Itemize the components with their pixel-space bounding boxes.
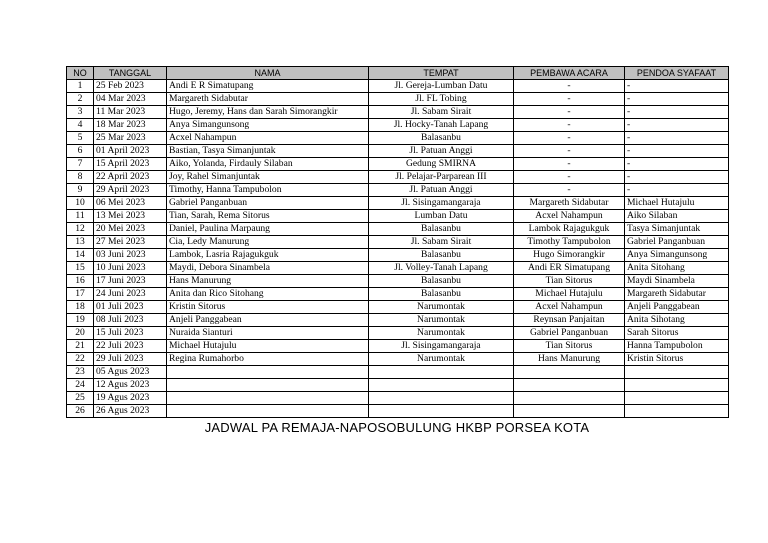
cell-no: 7 [67, 158, 94, 171]
table-row [67, 392, 729, 405]
cell-tanggal: 22 April 2023 [94, 171, 167, 184]
cell-no: 12 [67, 223, 94, 236]
cell-nama: Michael Hutajulu [167, 340, 369, 353]
header-pendoa-syafaat: PENDOA SYAFAAT [625, 67, 729, 80]
cell-pendoa-syafaat [625, 405, 729, 418]
cell-tanggal: 11 Mar 2023 [94, 106, 167, 119]
cell-pendoa-syafaat: - [625, 184, 729, 197]
cell-tempat: Jl. Gereja-Lumban Datu [369, 80, 514, 93]
table-row [67, 366, 729, 379]
cell-pembawa-acara [514, 366, 625, 379]
table-row [67, 197, 729, 210]
cell-pembawa-acara: Tian Sitorus [514, 275, 625, 288]
table-row [67, 262, 729, 275]
cell-pembawa-acara: Hans Manurung [514, 353, 625, 366]
cell-no: 15 [67, 262, 94, 275]
cell-pembawa-acara: - [514, 106, 625, 119]
cell-no: 10 [67, 197, 94, 210]
cell-no: 14 [67, 249, 94, 262]
cell-tanggal: 26 Agus 2023 [94, 405, 167, 418]
cell-pendoa-syafaat [625, 366, 729, 379]
table-row [67, 405, 729, 418]
cell-pembawa-acara: Acxel Nahampun [514, 210, 625, 223]
cell-pendoa-syafaat: Anya Simangunsong [625, 249, 729, 262]
cell-tanggal: 06 Mei 2023 [94, 197, 167, 210]
cell-pembawa-acara: Hugo Simorangkir [514, 249, 625, 262]
cell-pembawa-acara: - [514, 93, 625, 106]
cell-no: 21 [67, 340, 94, 353]
cell-tanggal: 18 Mar 2023 [94, 119, 167, 132]
cell-nama [167, 379, 369, 392]
cell-tempat: Lumban Datu [369, 210, 514, 223]
cell-tempat [369, 392, 514, 405]
cell-no: 9 [67, 184, 94, 197]
cell-no: 5 [67, 132, 94, 145]
cell-tanggal: 17 Juni 2023 [94, 275, 167, 288]
cell-pendoa-syafaat: - [625, 106, 729, 119]
cell-tanggal: 15 April 2023 [94, 158, 167, 171]
table-row [67, 379, 729, 392]
cell-no: 2 [67, 93, 94, 106]
cell-tempat [369, 366, 514, 379]
cell-tempat: Jl. Sabam Sirait [369, 106, 514, 119]
cell-pembawa-acara: - [514, 184, 625, 197]
cell-tempat: Balasanbu [369, 249, 514, 262]
cell-nama: Joy, Rahel Simanjuntak [167, 171, 369, 184]
cell-pembawa-acara [514, 379, 625, 392]
cell-nama: Regina Rumahorbo [167, 353, 369, 366]
cell-pembawa-acara: - [514, 80, 625, 93]
cell-pendoa-syafaat: Aiko Silaban [625, 210, 729, 223]
cell-nama: Aiko, Yolanda, Firdauly Silaban [167, 158, 369, 171]
header-pembawa-acara: PEMBAWA ACARA [514, 67, 625, 80]
cell-no: 18 [67, 301, 94, 314]
cell-tanggal: 25 Feb 2023 [94, 80, 167, 93]
cell-tempat [369, 405, 514, 418]
schedule-table [66, 66, 729, 418]
cell-pendoa-syafaat: Kristin Sitorus [625, 353, 729, 366]
cell-no: 23 [67, 366, 94, 379]
header-tempat: TEMPAT [369, 67, 514, 80]
cell-nama: Lambok, Lasria Rajagukguk [167, 249, 369, 262]
table-row [67, 210, 729, 223]
cell-tanggal: 04 Mar 2023 [94, 93, 167, 106]
cell-nama: Anita dan Rico Sitohang [167, 288, 369, 301]
cell-pendoa-syafaat: Gabriel Panganbuan [625, 236, 729, 249]
cell-tanggal: 19 Agus 2023 [94, 392, 167, 405]
cell-nama: Nuraida Sianturi [167, 327, 369, 340]
cell-pembawa-acara: Timothy Tampubolon [514, 236, 625, 249]
cell-tempat: Jl. Sisingamangaraja [369, 340, 514, 353]
cell-pembawa-acara: - [514, 158, 625, 171]
cell-pendoa-syafaat [625, 392, 729, 405]
cell-no: 22 [67, 353, 94, 366]
cell-tempat: Balasanbu [369, 288, 514, 301]
cell-nama: Gabriel Panganbuan [167, 197, 369, 210]
table-row [67, 132, 729, 145]
table-row [67, 158, 729, 171]
cell-tanggal: 03 Juni 2023 [94, 249, 167, 262]
cell-pembawa-acara: Lambok Rajagukguk [514, 223, 625, 236]
cell-pembawa-acara: - [514, 132, 625, 145]
cell-pembawa-acara: Reynsan Panjaitan [514, 314, 625, 327]
cell-tempat: Gedung SMIRNA [369, 158, 514, 171]
table-row [67, 184, 729, 197]
cell-no: 11 [67, 210, 94, 223]
cell-tanggal: 24 Juni 2023 [94, 288, 167, 301]
cell-nama: Andi E R Simatupang [167, 80, 369, 93]
cell-pendoa-syafaat: - [625, 145, 729, 158]
cell-nama: Bastian, Tasya Simanjuntak [167, 145, 369, 158]
cell-tanggal: 01 Juli 2023 [94, 301, 167, 314]
cell-nama: Anjeli Panggabean [167, 314, 369, 327]
cell-tempat: Narumontak [369, 301, 514, 314]
cell-tempat: Narumontak [369, 353, 514, 366]
table-row [67, 106, 729, 119]
cell-no: 20 [67, 327, 94, 340]
cell-nama: Maydi, Debora Sinambela [167, 262, 369, 275]
cell-tempat: Balasanbu [369, 275, 514, 288]
cell-tanggal: 27 Mei 2023 [94, 236, 167, 249]
cell-no: 26 [67, 405, 94, 418]
table-row [67, 275, 729, 288]
cell-tanggal: 25 Mar 2023 [94, 132, 167, 145]
cell-tanggal: 12 Agus 2023 [94, 379, 167, 392]
cell-tempat: Jl. Patuan Anggi [369, 145, 514, 158]
cell-nama: Timothy, Hanna Tampubolon [167, 184, 369, 197]
cell-nama [167, 405, 369, 418]
table-row [67, 93, 729, 106]
header-tanggal: TANGGAL [94, 67, 167, 80]
cell-nama: Kristin Sitorus [167, 301, 369, 314]
cell-pendoa-syafaat: Hanna Tampubolon [625, 340, 729, 353]
cell-tanggal: 10 Juni 2023 [94, 262, 167, 275]
cell-tanggal: 01 April 2023 [94, 145, 167, 158]
cell-tempat: Balasanbu [369, 223, 514, 236]
cell-tempat: Jl. Sabam Sirait [369, 236, 514, 249]
cell-no: 1 [67, 80, 94, 93]
cell-pembawa-acara: Margareth Sidabutar [514, 197, 625, 210]
cell-tanggal: 22 Juli 2023 [94, 340, 167, 353]
cell-pembawa-acara: Gabriel Panganbuan [514, 327, 625, 340]
cell-nama: Daniel, Paulina Marpaung [167, 223, 369, 236]
cell-nama: Margareth Sidabutar [167, 93, 369, 106]
table-row [67, 171, 729, 184]
cell-no: 6 [67, 145, 94, 158]
table-row [67, 236, 729, 249]
cell-nama [167, 366, 369, 379]
cell-tempat: Jl. FL Tobing [369, 93, 514, 106]
cell-nama: Acxel Nahampun [167, 132, 369, 145]
cell-pendoa-syafaat: - [625, 93, 729, 106]
cell-tempat [369, 379, 514, 392]
cell-pembawa-acara: Andi ER Simatupang [514, 262, 625, 275]
cell-nama: Cia, Ledy Manurung [167, 236, 369, 249]
cell-no: 8 [67, 171, 94, 184]
cell-pembawa-acara: Tian Sitorus [514, 340, 625, 353]
table-row [67, 223, 729, 236]
page-title: JADWAL PA REMAJA-NAPOSOBULUNG HKBP PORSEA KOTA [204, 420, 590, 435]
cell-pendoa-syafaat: Anjeli Panggabean [625, 301, 729, 314]
cell-pendoa-syafaat: Tasya Simanjuntak [625, 223, 729, 236]
cell-pendoa-syafaat: Michael Hutajulu [625, 197, 729, 210]
cell-nama [167, 392, 369, 405]
cell-pembawa-acara: Acxel Nahampun [514, 301, 625, 314]
cell-tempat: Jl. Hocky-Tanah Lapang [369, 119, 514, 132]
cell-pendoa-syafaat: Anita Sitohang [625, 262, 729, 275]
cell-pembawa-acara: - [514, 145, 625, 158]
cell-no: 25 [67, 392, 94, 405]
cell-nama: Hugo, Jeremy, Hans dan Sarah Simorangkir [167, 106, 369, 119]
cell-tempat: Narumontak [369, 327, 514, 340]
cell-pendoa-syafaat: - [625, 158, 729, 171]
table-row [67, 288, 729, 301]
cell-tempat: Narumontak [369, 314, 514, 327]
cell-no: 17 [67, 288, 94, 301]
cell-tempat: Jl. Sisingamangaraja [369, 197, 514, 210]
cell-pendoa-syafaat: - [625, 132, 729, 145]
table-row [67, 301, 729, 314]
cell-tanggal: 20 Mei 2023 [94, 223, 167, 236]
cell-tanggal: 05 Agus 2023 [94, 366, 167, 379]
table-row [67, 119, 729, 132]
cell-pendoa-syafaat [625, 379, 729, 392]
cell-pendoa-syafaat: Anita Sihotang [625, 314, 729, 327]
cell-nama: Tian, Sarah, Rema Sitorus [167, 210, 369, 223]
cell-tempat: Jl. Patuan Anggi [369, 184, 514, 197]
cell-pembawa-acara: Michael Hutajulu [514, 288, 625, 301]
table-row [67, 314, 729, 327]
cell-no: 3 [67, 106, 94, 119]
cell-tempat: Jl. Volley-Tanah Lapang [369, 262, 514, 275]
cell-tanggal: 08 Juli 2023 [94, 314, 167, 327]
header-no: NO [67, 67, 94, 80]
cell-no: 19 [67, 314, 94, 327]
cell-pendoa-syafaat: Sarah Sitorus [625, 327, 729, 340]
cell-no: 16 [67, 275, 94, 288]
table-row [67, 145, 729, 158]
cell-pendoa-syafaat: Margareth Sidabutar [625, 288, 729, 301]
cell-tanggal: 29 Juli 2023 [94, 353, 167, 366]
header-nama: NAMA [167, 67, 369, 80]
header-row [67, 67, 729, 80]
cell-nama: Anya Simangunsong [167, 119, 369, 132]
cell-nama: Hans Manurung [167, 275, 369, 288]
cell-pembawa-acara [514, 405, 625, 418]
table-row [67, 80, 729, 93]
cell-pembawa-acara: - [514, 119, 625, 132]
cell-tempat: Balasanbu [369, 132, 514, 145]
cell-pendoa-syafaat: - [625, 171, 729, 184]
cell-pendoa-syafaat: - [625, 80, 729, 93]
cell-tanggal: 13 Mei 2023 [94, 210, 167, 223]
cell-no: 4 [67, 119, 94, 132]
table-row [67, 340, 729, 353]
cell-pembawa-acara [514, 392, 625, 405]
cell-tempat: Jl. Pelajar-Parparean III [369, 171, 514, 184]
cell-pendoa-syafaat: Maydi Sinambela [625, 275, 729, 288]
cell-pendoa-syafaat: - [625, 119, 729, 132]
cell-pembawa-acara: - [514, 171, 625, 184]
table-row [67, 327, 729, 340]
table-row [67, 249, 729, 262]
cell-tanggal: 29 April 2023 [94, 184, 167, 197]
cell-no: 24 [67, 379, 94, 392]
cell-tanggal: 15 Juli 2023 [94, 327, 167, 340]
cell-no: 13 [67, 236, 94, 249]
table-row [67, 353, 729, 366]
